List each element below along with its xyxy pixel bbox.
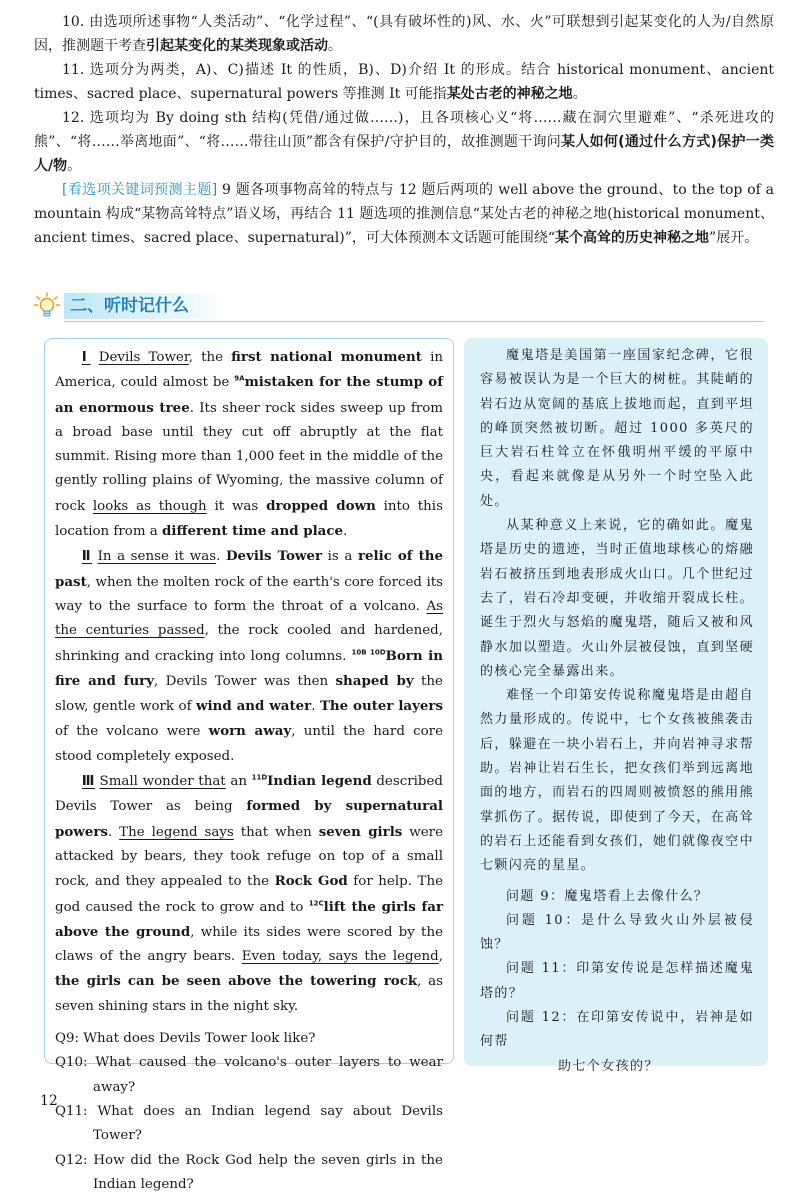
english-passage [44, 338, 454, 1064]
translation-question-12-cont: 助七个女孩的？ [480, 1055, 754, 1079]
question-10: Q10: What caused the volcano's outer layers to wear away? [55, 1051, 443, 1100]
question-11: Q11: What does an Indian legend say about Devils Tower? [55, 1100, 443, 1149]
section-header [34, 290, 764, 324]
answer-ref: 12C [309, 899, 324, 907]
passage-paragraph-3: Ⅲ Small wonder that an $^{11D}$Indian legend described Devils Tower as being formed by supernatural powers. The legend says that when seven girls were attacked by bears, they took refuge on top of a small rock, and they appealed to the Rock God for help. The god caused the rock to grow and to $^{12C}$lift the girls far above the ground, while its sides were scored by the claws of the angry bears. Even today, says the legend, the girls can be seen above the towering rock, as seven shining stars in the night sky. [55, 769, 443, 1019]
answer-ref: 11D [252, 774, 268, 782]
analysis-item-11: 11. 选项分为两类，A)、C)描述 It 的性质，B)、D)介绍 It 的形成。结合 historical monument、ancient times、sacred place、supernatural powers 等推测 It 可能指某处古老的神秘之地。 [34, 58, 774, 106]
section-divider [64, 321, 764, 322]
section-title: 二、听时记什么 [70, 294, 189, 318]
analysis-topic-prediction: [看选项关键词预测主题] 9 题各项事物高耸的特点与 12 题后两项的 well above the ground、to the top of a mountain 构成“某物高耸特点”语义场，再结合 11 题选项的推测信息“某处古老的神秘之地(historical monument、ancient times、sacred place、supernatural)”，可大体预测本文话题可能围绕“某个高耸的历史神秘之地”展开。 [34, 178, 774, 250]
question-12: Q12: How did the Rock God help the seven girls in the Indian legend? [55, 1149, 443, 1197]
analysis-item-10: 10. 由选项所述事物“人类活动”、“化学过程”、“(具有破坏性的)风、水、火”可联想到引起某变化的人为/自然原因，推测题干考查引起某变化的某类现象或活动。 [34, 10, 774, 58]
translation-question-9: 问题 9：魔鬼塔看上去像什么？ [480, 885, 754, 909]
passage-paragraph-2: Ⅱ In a sense it was. Devils Tower is a relic of the past, when the molten rock of the earth's core forced its way to the surface to form the throat of a volcano. As the centuries passed, the rock cooled and hardened, shrinking and cracking into long columns. $^{10B 10D}$Born in fire and fury, Devils Tower was then shaped by the slow, gentle work of wind and water. The outer layers of the volcano were worn away, until the hard core stood completely exposed. [55, 544, 443, 769]
analysis-item-12: 12. 选项均为 By doing sth 结构(凭借/通过做……)，且各项核心义“将……藏在洞穴里避难”、“杀死进攻的熊”、“将……举离地面”、“将……带往山顶”都含有保护/守护目的，故推测题干询问某人如何(通过什么方式)保护一类人/物。 [34, 106, 774, 178]
question-9: Q9: What does Devils Tower look like? [55, 1027, 443, 1051]
translation-paragraph-1: 魔鬼塔是美国第一座国家纪念碑，它很容易被误认为是一个巨大的树桩。其陡峭的岩石边从宽阔的基底上拔地而起，直到平坦的峰顶突然被切断。超过 1000 多英尺的巨大岩石柱耸立在怀俄明州平缓的平原中央，看起来就像是从另外一个时空坠入此处。 [480, 344, 754, 514]
chinese-translation [464, 338, 768, 1066]
translation-questions [480, 885, 754, 1079]
passage-paragraph-1: Ⅰ Devils Tower, the first national monument in America, could almost be $^{9A}$mistaken for the stump of an enormous tree. Its sheer rock sides sweep up from a broad base until they cut off abruptly at the flat summit. Rising more than 1,000 feet in the middle of the gently rolling plains of Wyoming, the massive column of rock looks as though it was dropped down into this location from a different time and place. [55, 345, 443, 544]
english-questions [55, 1027, 443, 1197]
translation-paragraph-2: 从某种意义上来说，它的确如此。魔鬼塔是历史的遗迹，当时正值地球核心的熔融岩石被挤压到地表形成火山口。几个世纪过去了，岩石冷却变硬，并收缩开裂成长柱。诞生于烈火与怒焰的魔鬼塔，随后又被和风静水加以塑造。火山外层被侵蚀，直到坚硬的核心完全暴露出来。 [480, 514, 754, 684]
translation-question-11: 问题 11：印第安传说是怎样描述魔鬼塔的？ [480, 957, 754, 1006]
analysis-text [34, 10, 774, 250]
answer-ref: 9A [234, 375, 244, 383]
translation-paragraph-3: 难怪一个印第安传说称魔鬼塔是由超自然力量形成的。传说中，七个女孩被熊袭击后，躲避在一块小岩石上，并向岩神寻求帮助。岩神让岩石生长，把女孩们举到远离地面的地方，而岩石的四周则被愤怒的熊用熊掌抓伤了。据传说，即使到了今天，在高耸的岩石上还能看到女孩们，她们就像夜空中七颗闪亮的星星。 [480, 684, 754, 878]
answer-ref: 10B 10D [352, 648, 386, 656]
topic-tag: [看选项关键词预测主题] [62, 182, 217, 198]
translation-question-10: 问题 10：是什么导致火山外层被侵蚀？ [480, 909, 754, 958]
lightbulb-icon [34, 292, 60, 320]
page-number: 12 [40, 1093, 58, 1109]
translation-question-12: 问题 12：在印第安传说中，岩神是如何帮 [480, 1006, 754, 1055]
